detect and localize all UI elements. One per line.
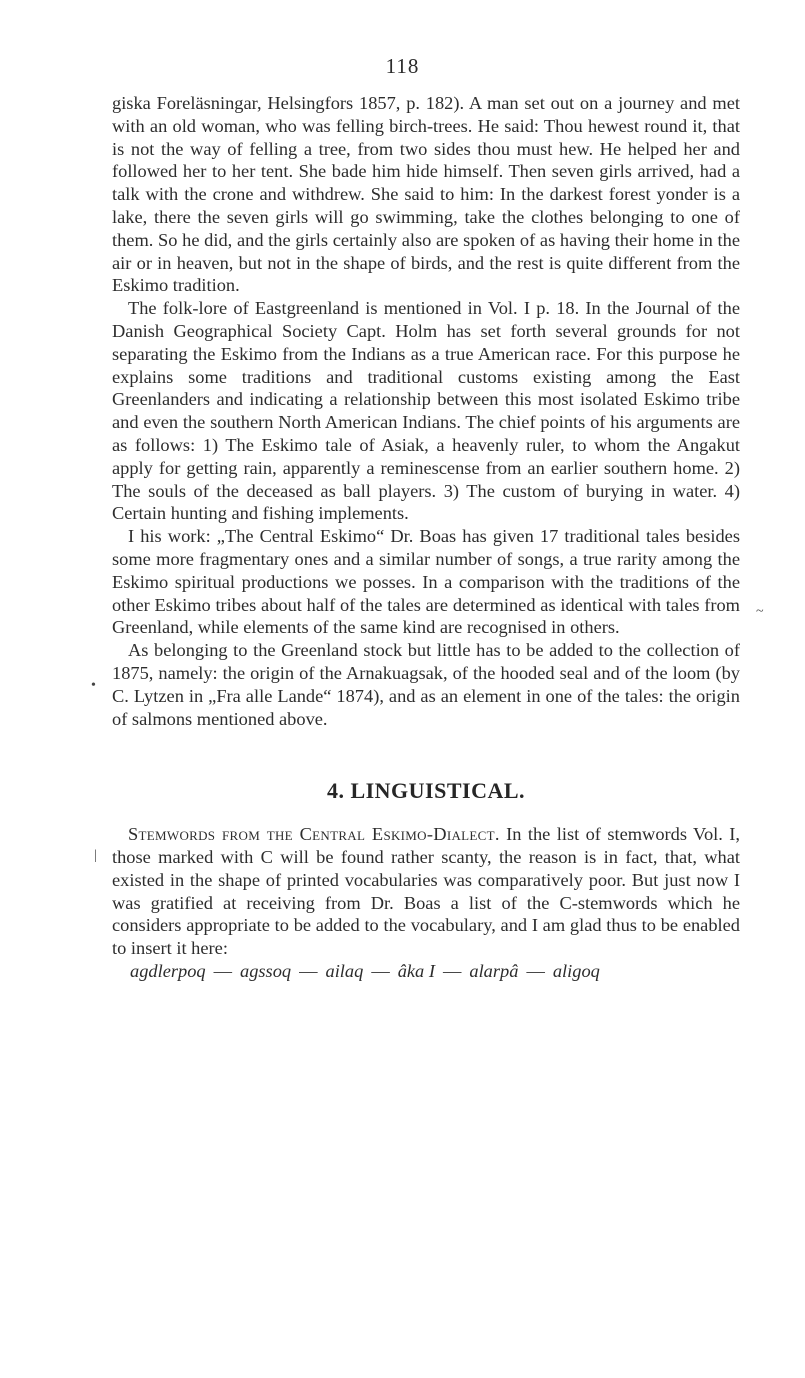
stemword: aligoq xyxy=(552,960,600,981)
stemwords-text: In the list of stemwords Vol. I, those marked with C will be found rather scanty, the reason is in fact, that, what existed in the shape of printed vocabularies was comparatively poor. But just now I was gratified at receiving from Dr. Boas a list of the C-stemwords which he considers appropriate to be added to the vocabulary, and I am glad thus to be enabled to insert it here: xyxy=(112,824,740,959)
stemword-list xyxy=(112,960,740,983)
stemword: agssoq xyxy=(240,960,292,981)
stemword: agdlerpoq xyxy=(130,960,206,981)
dash-separator: — xyxy=(442,960,462,981)
paragraph-folktale: giska Foreläsningar, Helsingfors 1857, p. 182). A man set out on a journey and met with an old woman, who was felling birch-trees. He said: Thou hewest round it, that is not the way of felling a tree, from two sides thou must hew. He helped her and followed her to her tent. She bade him hide himself. Then seven girls arrived, had a talk with the crone and withdrew. She said to him: In the darkest forest yonder is a lake, there the seven girls will go swimming, take the clothes belonging to one of them. So he did, and the girls certainly also are spoken of as having their home in the air or in heaven, but not in the shape of birds, and the rest is quite different from the Eskimo tradition. xyxy=(112,93,740,296)
body-text xyxy=(112,92,740,983)
section-heading: 4. LINGUISTICAL. xyxy=(326,778,526,804)
stemword: âka I xyxy=(397,960,435,981)
margin-mark-dot: • xyxy=(91,678,96,693)
paragraph-central-eskimo: I his work: „The Central Eskimo“ Dr. Boas has given 17 traditional tales besides some more fragmentary ones and a similar number of songs, a true rarity among the Eskimo spiritual productions we posses. In a comparison with the traditions of the other Eskimo tribes about half of the tales are determined as identical with tales from Greenland, while elements of the same kind are recognised in others. xyxy=(112,526,740,638)
paragraph-stemwords xyxy=(112,823,740,960)
dash-separator: — xyxy=(213,960,232,981)
dash-separator: — xyxy=(526,960,545,981)
page-number: 118 xyxy=(385,54,420,78)
stemwords-lead: Stemwords from the Central Eskimo-Dialect. xyxy=(128,824,500,845)
stemword: alarpâ xyxy=(469,960,519,981)
dash-separator: — xyxy=(371,960,390,981)
margin-mark-bar: | xyxy=(94,848,97,863)
margin-mark-tilde: ~ xyxy=(756,604,764,619)
paragraph-greenland-stock: As belonging to the Greenland stock but little has to be added to the collection of 1875, namely: the origin of the Arnakuagsak, of the hooded seal and of the loom (by C. Lytzen in „Fra alle Lande“ 1874), and as an element in one of the tales: the origin of salmons mentioned above. xyxy=(112,640,740,729)
paragraph-eastgreenland: The folk-lore of Eastgreenland is mentioned in Vol. I p. 18. In the Journal of the Danish Geographical Society Capt. Holm has set forth several grounds for not separating the Eskimo from the Indians as a true American race. For this purpose he explains some traditions and traditional customs existing among the East Greenlanders and indicating a relationship between this most isolated Eskimo tribe and even the southern North American Indians. The chief points of his arguments are as follows: 1) The Eskimo tale of Asiak, a heavenly ruler, to whom the Angakut apply for getting rain, apparently a reminescense from an earlier southern home. 2) The souls of the deceased as ball players. 3) The custom of burying in water. 4) Certain hunting and fishing implements. xyxy=(112,298,740,524)
stemword: ailaq xyxy=(325,960,364,981)
dash-separator: — xyxy=(299,960,318,981)
